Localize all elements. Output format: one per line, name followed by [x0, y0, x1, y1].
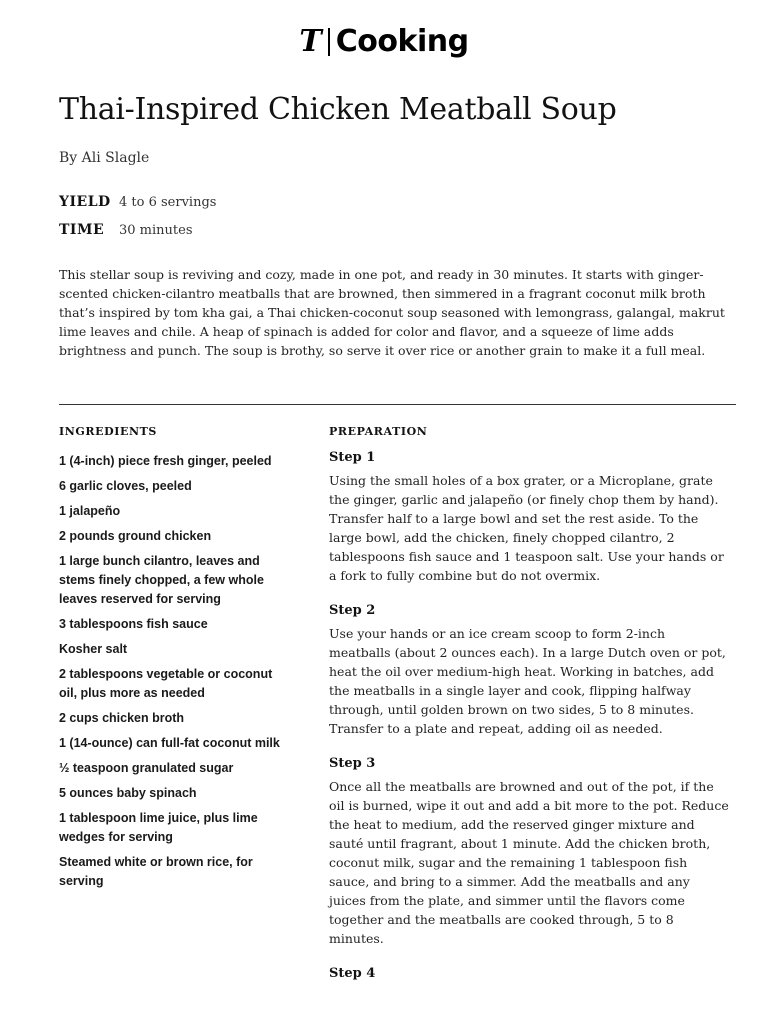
ingredient-item: 2 cups chicken broth — [59, 711, 185, 725]
yield-row — [59, 194, 216, 210]
ingredient-item: Kosher salt — [59, 642, 128, 656]
step-text: Use your hands or an ice cream scoop to form 2-inch meatballs (about 2 ounces each). In a large Dutch oven or pot, heat the oil over medium-high heat. Working in batches, add the meatballs in a single layer and cook, flipping halfway through, until golden brown on two sides, 5 to 8 minutes. Transfer to a plate and repeat, adding oil as needed. — [329, 626, 726, 736]
time-row — [59, 222, 193, 238]
ingredient-item: 1 (4-inch) piece fresh ginger, peeled — [59, 454, 272, 468]
ingredient-item: 1 jalapeño — [59, 504, 121, 518]
ingredient-item: 1 (14-ounce) can full-fat coconut milk — [59, 736, 280, 750]
preparation-heading: PREPARATION — [329, 425, 428, 438]
nyt-t-icon: T — [299, 24, 322, 59]
ingredients-heading: INGREDIENTS — [59, 425, 157, 438]
logo-divider — [328, 28, 330, 56]
time-value: 30 minutes — [119, 223, 193, 238]
preparation-steps — [329, 450, 729, 987]
ingredient-item: 3 tablespoons fish sauce — [59, 617, 208, 631]
recipe-intro: This stellar soup is reviving and cozy, made in one pot, and ready in 30 minutes. It starts with ginger-scented chicken-cilantro meatballs that are browned, then simmered in a fragrant coconut milk broth that’s inspired by tom kha gai, a Thai chicken-coconut soup seasoned with lemongrass, galangal, makrut lime leaves and chile. A heap of spinach is added for color and flavor, and a squeeze of lime adds brightness and punch. The soup is brothy, so serve it over rice or another grain to make it a full meal. — [59, 267, 725, 358]
step-text: Using the small holes of a box grater, or a Microplane, grate the ginger, garlic and jalapeño (or finely chop them by hand). Transfer half to a large bowl and set the rest aside. To the large bowl, add the chicken, finely chopped cilantro, 2 tablespoons fish sauce and 1 teaspoon salt. Use your hands or a fork to fully combine but do not overmix. — [329, 473, 724, 583]
step-1 — [329, 450, 729, 585]
logo-text: Cooking — [335, 24, 469, 59]
ingredient-item: Steamed white or brown rice, for serving — [59, 855, 253, 888]
step-title: Step 1 — [329, 450, 376, 465]
time-label: TIME — [59, 222, 105, 238]
ingredients-list — [59, 452, 287, 897]
byline: By Ali Slagle — [59, 150, 150, 166]
nyt-cooking-logo[interactable] — [0, 24, 768, 60]
step-title: Step 4 — [329, 966, 376, 981]
ingredient-item: 6 garlic cloves, peeled — [59, 479, 192, 493]
step-2 — [329, 603, 729, 738]
ingredient-item: 1 large bunch cilantro, leaves and stems finely chopped, a few whole leaves reserved for serving — [59, 554, 264, 606]
step-3 — [329, 756, 729, 948]
ingredient-item: ½ teaspoon granulated sugar — [59, 761, 234, 775]
ingredient-item: 2 tablespoons vegetable or coconut oil, plus more as needed — [59, 667, 273, 700]
ingredient-item: 1 tablespoon lime juice, plus lime wedges for serving — [59, 811, 258, 844]
step-4 — [329, 966, 729, 981]
ingredient-item: 5 ounces baby spinach — [59, 786, 197, 800]
step-title: Step 3 — [329, 756, 376, 771]
yield-value: 4 to 6 servings — [119, 195, 217, 210]
yield-label: YIELD — [59, 194, 111, 210]
step-title: Step 2 — [329, 603, 376, 618]
section-divider — [59, 404, 736, 405]
ingredient-item: 2 pounds ground chicken — [59, 529, 212, 543]
step-text: Once all the meatballs are browned and out of the pot, if the oil is burned, wipe it out and add a bit more to the pot. Reduce the heat to medium, add the reserved ginger mixture and sauté until fragrant, about 1 minute. Add the chicken broth, coconut milk, sugar and the remaining 1 tablespoon fish sauce, and bring to a simmer. Add the meatballs and any juices from the plate, and simmer until the flavors come together and the meatballs are cooked through, 5 to 8 minutes. — [329, 779, 729, 946]
recipe-title: Thai-Inspired Chicken Meatball Soup — [59, 92, 617, 127]
